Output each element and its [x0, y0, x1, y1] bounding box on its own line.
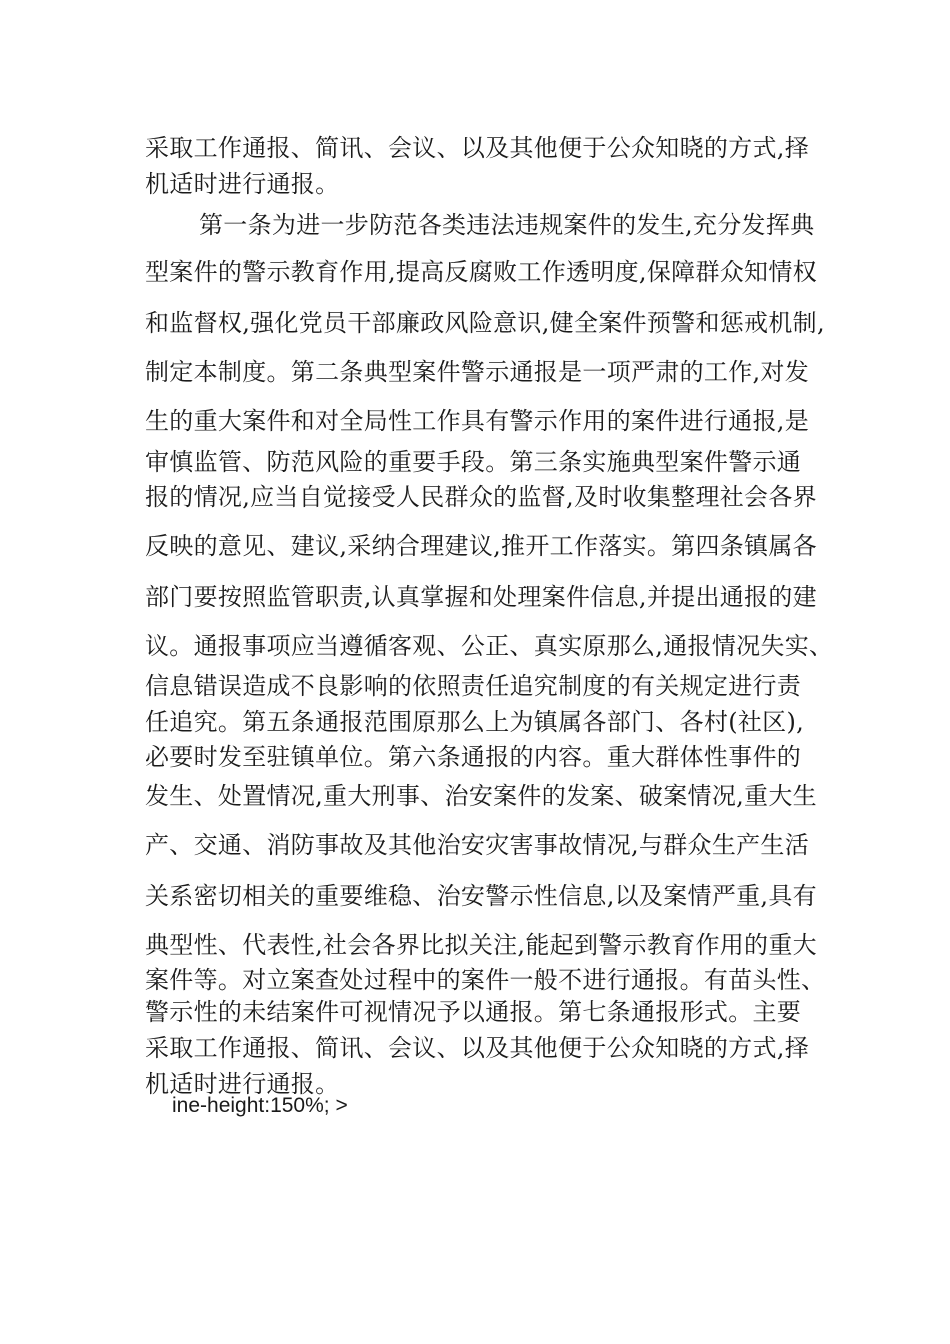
text-line: 发生、处置情况,重大刑事、治安案件的发案、破案情况,重大生: [145, 782, 817, 810]
stray-markup-text: ine-height:150%; >: [172, 1094, 348, 1117]
text-line: 报的情况,应当自觉接受人民群众的监督,及时收集整理社会各界: [145, 483, 817, 511]
text-line: 关系密切相关的重要维稳、治安警示性信息,以及案情严重,具有: [145, 882, 817, 910]
text-line: 必要时发至驻镇单位。第六条通报的内容。重大群体性事件的: [145, 743, 802, 771]
text-line: 审慎监管、防范风险的重要手段。第三条实施典型案件警示通: [145, 448, 802, 476]
text-line: 议。通报事项应当遵循客观、公正、真实原那么,通报情况失实、: [145, 632, 834, 660]
text-line: 制定本制度。第二条典型案件警示通报是一项严肃的工作,对发: [145, 358, 810, 386]
text-line: 产、交通、消防事故及其他治安灾害事故情况,与群众生产生活: [145, 831, 810, 859]
text-line: 典型性、代表性,社会各界比拟关注,能起到警示教育作用的重大: [145, 931, 817, 959]
text-line: 型案件的警示教育作用,提高反腐败工作透明度,保障群众知情权: [145, 258, 817, 286]
text-line: 案件等。对立案查处过程中的案件一般不进行通报。有苗头性、: [145, 966, 826, 994]
text-line: 任追究。第五条通报范围原那么上为镇属各部门、各村(社区),: [145, 708, 805, 736]
text-line: 部门要按照监管职责,认真掌握和处理案件信息,并提出通报的建: [145, 583, 817, 611]
text-line: 机适时进行通报。: [145, 1070, 340, 1098]
text-line: 采取工作通报、简讯、会议、以及其他便于公众知晓的方式,择: [145, 1034, 810, 1062]
text-line: 机适时进行通报。: [145, 170, 340, 198]
paragraph-first-line: 第一条为进一步防范各类违法违规案件的发生,充分发挥典: [199, 211, 815, 239]
text-line: 反映的意见、建议,采纳合理建议,推开工作落实。第四条镇属各: [145, 532, 817, 560]
text-line: 生的重大案件和对全局性工作具有警示作用的案件进行通报,是: [145, 407, 810, 435]
text-line: 信息错误造成不良影响的依照责任追究制度的有关规定进行责: [145, 672, 802, 700]
text-line: 和监督权,强化党员干部廉政风险意识,健全案件预警和惩戒机制,: [145, 309, 825, 337]
text-line: 采取工作通报、简讯、会议、以及其他便于公众知晓的方式,择: [145, 134, 810, 162]
text-line: 警示性的未结案件可视情况予以通报。第七条通报形式。主要: [145, 998, 802, 1026]
